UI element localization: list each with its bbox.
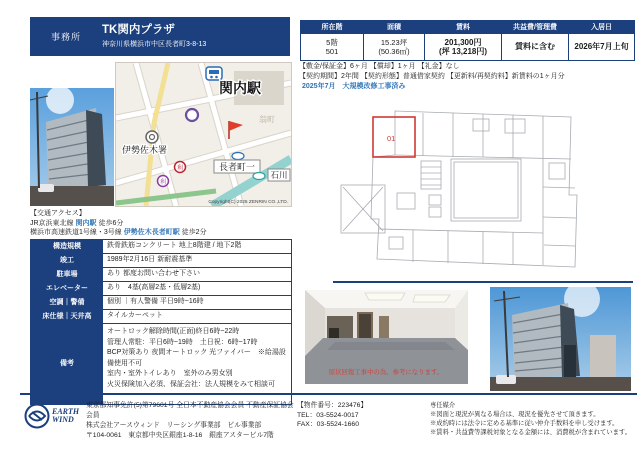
table-row-remarks: 備考 オートロック解除時間(正面)終日6時~22時 管理人常駐：平日6時~19時 土日祝：6時~17時 BCP対策あり 夜間オートロック 光ファイバー ※給湯設備使用不可 室内・室外トイレあり 室外のみ男女別 火災保険加入必須、保証会社：法人規模をみて相談可 [31,324,291,404]
spec-header-area: 面積 [364,21,424,34]
note-line: ※図面と現況が異なる場合は、現況を優先させて頂きます。 [430,411,600,418]
spec-value-area: 15.23坪 (50.36㎡) [378,37,410,56]
spec-value-movein: 2026年7月上旬 [574,42,629,52]
spec-header-fees: 共益費/管理費 [502,21,568,34]
divider-line-bottom [20,393,637,395]
company-info [86,401,296,441]
station-name-isezakichojamachi: 伊勢佐木長者町駅 [123,229,180,236]
map-town-label: 長者町一 [218,162,256,172]
license-line: 東京都知事免許(5)第79601号 全日本不動産協会会員 不動産保証協会会員 [86,402,294,419]
table-row: 竣工 1989年2月16日 新耐震基準 [31,254,291,268]
earthwind-logo-icon [24,403,50,429]
property-category: 事務所 [50,32,81,42]
interior-photo-image [305,290,468,384]
logo-word-earth: EARTH [52,407,80,416]
building-photo-top [30,88,114,206]
poi-icon [146,131,158,143]
contract-conditions [299,62,637,92]
access-section [30,209,292,238]
contract-terms: 【契約期間】2年間 【契約形態】普通借家契約 【更新料/再契約料】新賃料の1ヶ月分 [299,73,565,80]
company-address-line: 〒104-0061 東京都中央区銀座1-8-16 銀座アスタービル7階 [86,432,274,439]
table-row: 構造規模 鉄骨鉄筋コンクリート 地上8階建 / 地下2階 [31,240,291,254]
map-area-label: 翁町 [259,115,275,124]
legal-notes [430,401,635,437]
table-row: エレベーター あり 4基(高層2基・低層2基) [31,282,291,296]
agency-type: 専任媒介 [430,402,456,409]
map-police-label: 伊勢佐木署 [122,145,168,155]
table-row: 駐車場 あり 都度お問い合わせ下さい [31,268,291,282]
access-line-1: JR京浜東北線 関内駅 徒歩6分 [30,219,124,227]
map-copyright: Copyright(C) 2025 ZENRIN CO.,LTD. [208,200,288,205]
spec-table [300,20,635,61]
station-name-kannai: 関内駅 [75,219,97,227]
deposit-terms: 【敷金/保証金】6ヶ月 【償却】1ヶ月 【礼金】なし [299,63,460,70]
building-details-table [30,239,292,405]
spec-header-rent: 賃料 [425,21,501,34]
map-image [116,63,291,206]
location-map [115,62,292,207]
map-station-label: 関内駅 [219,80,261,96]
rail-exit-icon [253,173,265,180]
spec-header-floor: 所在階 [301,21,363,34]
access-title: 【交通アクセス】 [30,210,86,217]
table-row: 床仕様｜天井高 タイルカーペット [31,310,291,324]
photo-caption: 原状回復工事中の為、参考になります。 [328,369,444,376]
remarks-text: オートロック解除時間(正面)終日6時~22時 管理人常駐：平日6時~19時 土日祝：6時~17時 BCP対策あり 夜間オートロック 光ファイバー ※給湯設備使用不可 室内・室外トイレあり 室外のみ男女別 火災保険加入必須、保証会社：法人規模をみて相談可 [107,328,286,388]
property-header [30,17,290,56]
renovation-note: 2025年7月 大規模改修工事済み [302,83,406,90]
note-line: ※賃料・共益費等課税対象となる金額には、消費税が含まれています。 [430,429,631,436]
property-number: 【物件番号：223476】 [297,402,368,409]
tel-number: TEL：03-5524-0017 [297,411,359,419]
floor-plan [333,97,635,275]
logo-word-wind: WIND [52,415,74,424]
unit-number-label: 01 [387,134,396,143]
svg-text:利: 利 [159,180,167,186]
spec-header-movein: 入居日 [569,21,634,34]
building-photo-image [30,88,114,206]
subway-station-icon [186,109,198,121]
floor-plan-image [333,97,635,275]
note-line: ※成約時には法令に定める基準に従い仲介手数料を申し受けます。 [430,420,619,427]
property-address: 神奈川県横浜市中区長者町3-8-13 [102,41,207,48]
exit-icon [232,153,244,160]
interior-photo [305,290,468,384]
building-photo-image-2 [490,287,631,391]
divider-line-right [333,281,633,283]
building-photo-bottom [490,287,631,391]
property-contact [297,401,417,430]
property-title: TK関内プラザ [102,24,175,36]
company-name-line: 株式会社アースウィンド リーシング事業部 ビル事業部 [86,422,262,429]
spec-value-fees: 賃料に含む [515,42,555,52]
fax-number: FAX：03-5524-1660 [297,421,359,428]
access-line-2: 横浜市高速鉄道1号線・3号線 伊勢佐木長者町駅 徒歩2分 [30,229,207,236]
company-logo [24,401,82,431]
map-right-label: 石川 [270,170,288,180]
svg-text:利: 利 [176,166,184,172]
spec-value-rent: 201,300円 (坪 13,218円) [438,37,488,56]
table-row: 空調｜警備 個別 ｜有人警備 平日9時~16時 [31,296,291,310]
spec-value-floor: 5階 501 [325,37,339,56]
